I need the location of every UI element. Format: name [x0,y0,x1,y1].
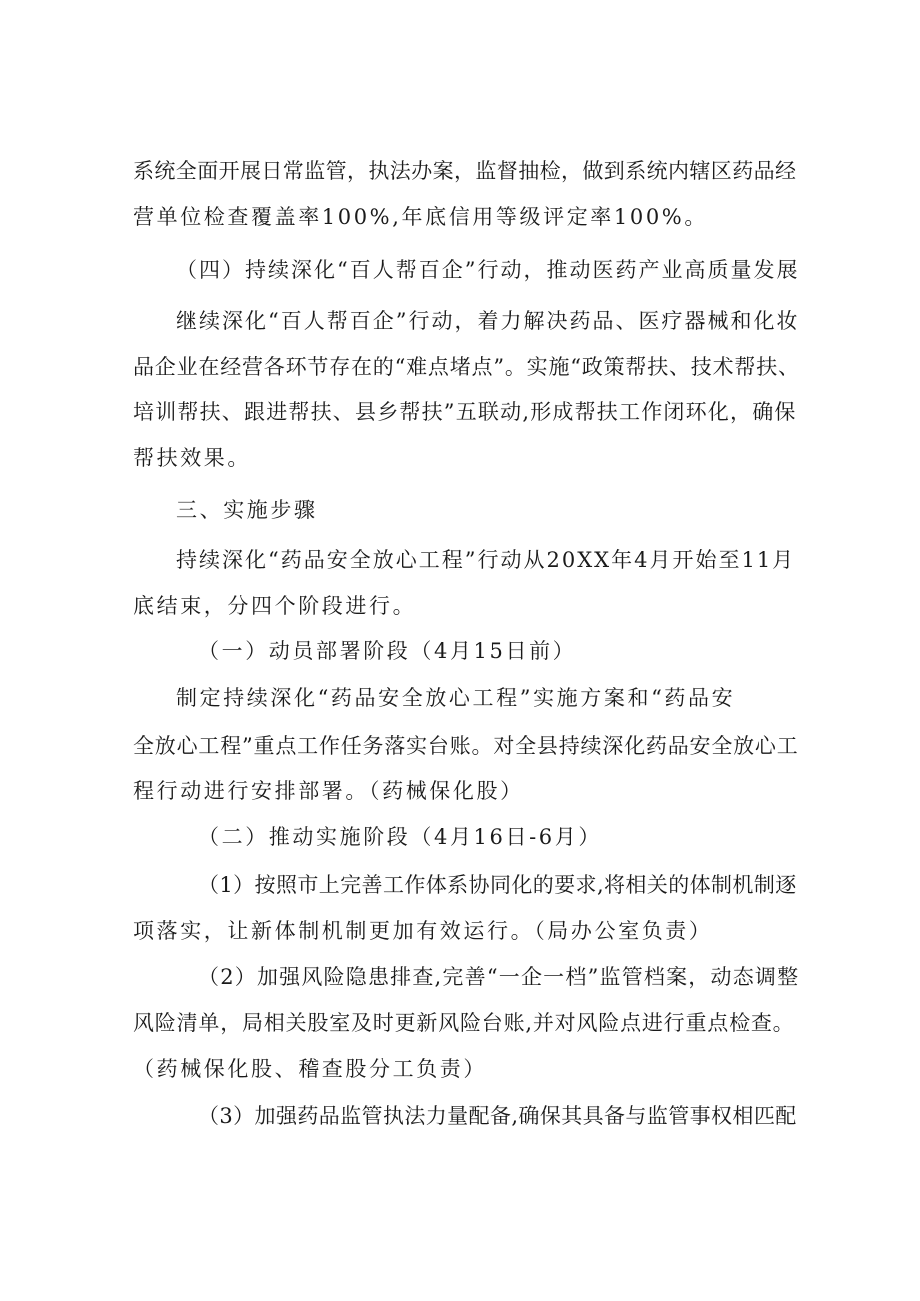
paragraph-line: 制定持续深化“药品安全放心工程”实施方案和“药品安 [176,686,736,710]
paragraph-line: 全放心工程”重点工作任务落实台账。对全县持续深化药品安全放心工 [133,734,799,758]
paragraph-line: 风险清单，局相关股室及时更新风险台账,并对风险点进行重点检查。 [133,1011,795,1035]
paragraph-line: 培训帮扶、跟进帮扶、县乡帮扶”五联动,形成帮扶工作闭环化，确保 [133,400,797,424]
paragraph-line: 程行动进行安排部署。（药械保化股） [133,779,524,803]
paragraph-line: 继续深化“百人帮百企”行动，着力解决药品、医疗器械和化妆 [176,309,800,333]
subsection-heading: （二）推动实施阶段（4月16日-6月） [198,825,602,849]
section-heading: 三、实施步骤 [176,498,318,522]
paragraph-line: 帮扶效果。 [133,446,251,470]
subsection-heading: （一）动员部署阶段（4月15日前） [198,639,577,663]
paragraph-line: 持续深化“药品安全放心工程”行动从20XX年4月开始至11月 [176,548,796,572]
section-heading: （四）持续深化“百人帮百企”行动，推动医药产业高质量发展 [176,258,800,282]
paragraph-line: （1）按照市上完善工作体系协同化的要求,将相关的体制机制逐 [198,873,797,897]
paragraph-line: 项落实，让新体制机制更加有效运行。（局办公室负责） [133,919,713,943]
paragraph-line: 系统全面开展日常监管，执法办案，监督抽检，做到系统内辖区药品经 [133,159,797,183]
paragraph-line: 底结束，分四个阶段进行。 [133,594,417,618]
paragraph-line: （3）加强药品监管执法力量配备,确保其具备与监管事权相匹配 [198,1104,797,1128]
paragraph-line: 营单位检查覆盖率100%,年底信用等级评定率100%。 [133,205,708,229]
paragraph-line: （2）加强风险隐患排查,完善“一企一档”监管档案，动态调整 [198,965,800,989]
paragraph-line: 品企业在经营各环节存在的“难点堵点”。实施“政策帮扶、技术帮扶、 [133,355,800,379]
paragraph-line: （药械保化股、稽查股分工负责） [133,1057,487,1081]
